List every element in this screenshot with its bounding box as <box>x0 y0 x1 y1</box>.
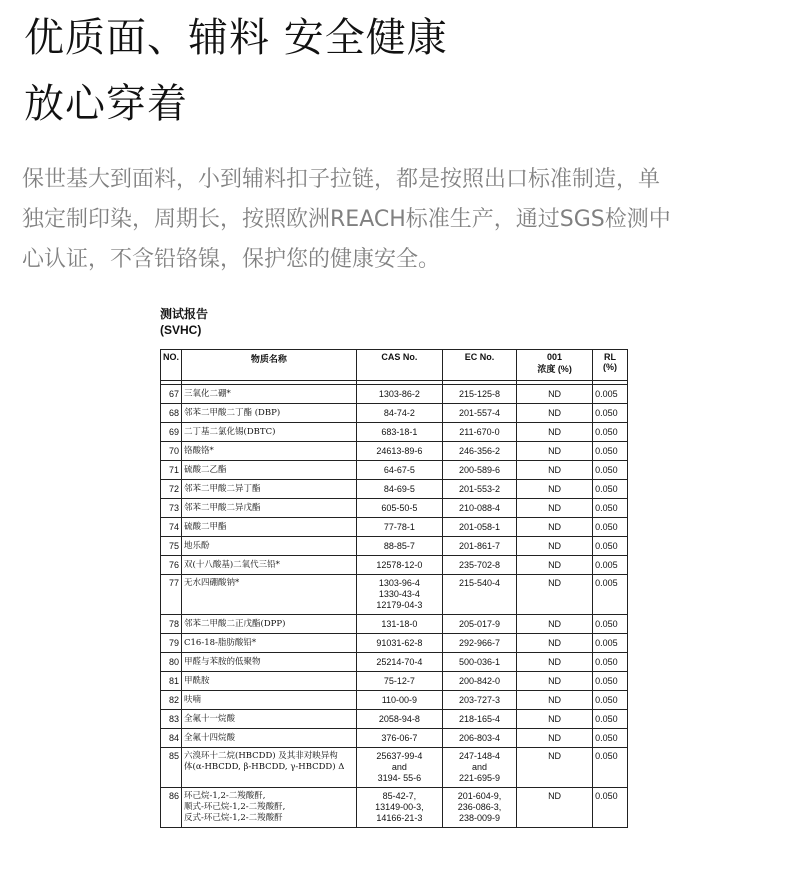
table-row <box>161 442 628 461</box>
cell-ec-line: 201-604-9, <box>457 791 502 801</box>
cell-concentration: ND <box>517 748 593 788</box>
cell-ec <box>442 653 516 672</box>
table-row <box>161 691 628 710</box>
cell-cas-line: 25637-99-4 <box>376 751 423 761</box>
cell-concentration: ND <box>517 442 593 461</box>
table-row <box>161 461 628 480</box>
cell-ec <box>442 518 516 537</box>
table-row <box>161 710 628 729</box>
cell-cas-line: 376-06-7 <box>381 732 418 743</box>
cell-concentration: ND <box>517 634 593 653</box>
cell-concentration: ND <box>517 385 593 404</box>
table-row <box>161 385 628 404</box>
intro-line: 独定制印染，周期长，按照欧洲REACH标准生产，通过SGS检测中 <box>22 207 671 232</box>
cell-cas-line: 77-78-1 <box>383 521 415 532</box>
cell-ec <box>442 423 516 442</box>
cell-substance <box>182 615 357 634</box>
cell-rl: 0.005 <box>593 575 628 615</box>
cell-no: 70 <box>161 442 182 461</box>
cell-ec <box>442 691 516 710</box>
cell-substance <box>182 404 357 423</box>
cell-cas-line: 1330-43-4 <box>378 589 420 599</box>
cell-ec-line: and <box>471 762 487 772</box>
cell-no: 67 <box>161 385 182 404</box>
cell-cas-line: 85-42-7, <box>382 791 417 801</box>
cell-ec-line: 292-966-7 <box>458 637 500 648</box>
cell-cas-line: 75-12-7 <box>383 675 415 686</box>
cell-rl: 0.050 <box>593 748 628 788</box>
table-row <box>161 634 628 653</box>
cell-cas <box>356 423 442 442</box>
cell-concentration: ND <box>517 461 593 480</box>
cell-substance <box>182 442 357 461</box>
cell-cas <box>356 672 442 691</box>
cell-substance-line: 邻苯二甲酸二异戊酯 <box>184 502 261 513</box>
cell-ec <box>442 615 516 634</box>
table-row <box>161 537 628 556</box>
cell-substance-line: 铬酸铬* <box>184 445 214 456</box>
table-row <box>161 729 628 748</box>
cell-ec-line: 200-589-6 <box>458 464 500 475</box>
cell-rl: 0.050 <box>593 615 628 634</box>
cell-substance <box>182 653 357 672</box>
cell-ec-line: 203-727-3 <box>458 694 500 705</box>
cell-ec-line: 236-086-3, <box>457 802 502 812</box>
cell-substance <box>182 575 357 615</box>
cell-rl: 0.050 <box>593 480 628 499</box>
cell-rl: 0.050 <box>593 691 628 710</box>
cell-rl: 0.050 <box>593 537 628 556</box>
cell-substance-line: 顺式-环己烷-1,2-二羧酸酐, <box>184 802 286 812</box>
cell-rl: 0.050 <box>593 518 628 537</box>
cell-ec-line: 206-803-4 <box>458 732 500 743</box>
headline-line-1: 优质面、辅料 安全健康 <box>24 15 448 61</box>
cell-no: 77 <box>161 575 182 615</box>
cell-cas <box>356 729 442 748</box>
cell-substance <box>182 518 357 537</box>
cell-ec <box>442 537 516 556</box>
cell-cas-line: 1303-96-4 <box>378 578 420 588</box>
cell-cas <box>356 442 442 461</box>
cell-no: 86 <box>161 788 182 828</box>
cell-no: 71 <box>161 461 182 480</box>
cell-no: 74 <box>161 518 182 537</box>
cell-cas-line: 25214-70-4 <box>376 656 423 667</box>
cell-cas-line: 14166-21-3 <box>376 813 423 823</box>
cell-substance-line: 邻苯二甲酸二正戊酯(DPP) <box>184 618 286 629</box>
cell-ec <box>442 575 516 615</box>
cell-cas-line: 110-00-9 <box>381 694 418 705</box>
cell-cas-line: 84-74-2 <box>383 407 415 418</box>
cell-substance <box>182 788 357 828</box>
cell-ec-line: 215-540-4 <box>458 578 500 588</box>
cell-substance <box>182 480 357 499</box>
cell-substance-line: 甲醛与苯胺的低聚物 <box>184 656 261 667</box>
cell-cas <box>356 461 442 480</box>
cell-substance-line: 无水四硼酸钠* <box>184 578 240 588</box>
cell-ec <box>442 404 516 423</box>
cell-ec <box>442 556 516 575</box>
cell-concentration: ND <box>517 537 593 556</box>
cell-substance-line: 地乐酚 <box>184 540 210 551</box>
cell-substance <box>182 672 357 691</box>
cell-no: 81 <box>161 672 182 691</box>
cell-concentration: ND <box>517 499 593 518</box>
cell-substance-line: 六溴环十二烷(HBCDD) 及其非对映异构 <box>184 751 338 761</box>
cell-rl: 0.050 <box>593 404 628 423</box>
cell-cas <box>356 691 442 710</box>
cell-ec <box>442 748 516 788</box>
cell-ec <box>442 672 516 691</box>
cell-cas-line: 84-69-5 <box>383 483 415 494</box>
header-concentration-line1: 001 <box>547 352 563 362</box>
header-rl-line1: RL <box>604 352 617 362</box>
cell-concentration: ND <box>517 480 593 499</box>
cell-concentration: ND <box>517 653 593 672</box>
cell-ec-line: 238-009-9 <box>458 813 500 823</box>
cell-cas-line: 13149-00-3, <box>375 802 424 812</box>
cell-ec <box>442 442 516 461</box>
cell-no: 73 <box>161 499 182 518</box>
table-row <box>161 672 628 691</box>
cell-substance <box>182 634 357 653</box>
cell-concentration: ND <box>517 518 593 537</box>
table-row <box>161 788 628 828</box>
table-row <box>161 518 628 537</box>
cell-ec-line: 201-553-2 <box>458 483 500 494</box>
cell-concentration: ND <box>517 615 593 634</box>
cell-cas-line: 64-67-5 <box>383 464 415 475</box>
cell-cas <box>356 499 442 518</box>
header-cas: CAS No. <box>356 350 442 381</box>
cell-rl: 0.050 <box>593 672 628 691</box>
cell-rl: 0.050 <box>593 653 628 672</box>
cell-ec <box>442 788 516 828</box>
cell-substance-line: 甲酰胺 <box>184 675 210 686</box>
table-body <box>161 385 628 828</box>
cell-ec-line: 205-017-9 <box>458 618 500 629</box>
report-subtitle: (SVHC) <box>160 323 202 337</box>
cell-cas <box>356 575 442 615</box>
cell-concentration: ND <box>517 691 593 710</box>
cell-ec-line: 201-058-1 <box>458 521 500 532</box>
cell-concentration: ND <box>517 423 593 442</box>
cell-substance <box>182 461 357 480</box>
cell-ec-line: 201-557-4 <box>458 407 500 418</box>
cell-ec <box>442 461 516 480</box>
cell-cas-line: 683-18-1 <box>381 426 418 437</box>
cell-cas-line: 131-18-0 <box>381 618 418 629</box>
cell-concentration: ND <box>517 556 593 575</box>
cell-concentration: ND <box>517 404 593 423</box>
table-row <box>161 653 628 672</box>
table-row <box>161 480 628 499</box>
cell-cas <box>356 518 442 537</box>
cell-substance <box>182 729 357 748</box>
cell-cas <box>356 634 442 653</box>
table-row <box>161 499 628 518</box>
cell-substance-line: 环己烷-1,2-二羧酸酐, <box>184 791 266 801</box>
cell-ec <box>442 634 516 653</box>
cell-rl: 0.050 <box>593 499 628 518</box>
cell-ec-line: 211-670-0 <box>459 426 500 437</box>
table-row <box>161 404 628 423</box>
cell-cas <box>356 556 442 575</box>
cell-cas-line: 605-50-5 <box>381 502 418 513</box>
cell-cas-line: and <box>391 762 407 772</box>
cell-substance <box>182 537 357 556</box>
cell-cas-line: 88-85-7 <box>383 540 415 551</box>
table-row <box>161 423 628 442</box>
cell-no: 78 <box>161 615 182 634</box>
cell-no: 85 <box>161 748 182 788</box>
header-concentration-line2: 浓度 (%) <box>537 364 572 374</box>
cell-substance-line: 双(十八酸基)二氧代三铅* <box>184 559 280 570</box>
headline-line-2: 放心穿着 <box>24 81 188 127</box>
cell-ec-line: 200-842-0 <box>458 675 500 686</box>
header-rl <box>593 350 628 381</box>
cell-rl: 0.050 <box>593 729 628 748</box>
cell-no: 75 <box>161 537 182 556</box>
cell-rl: 0.005 <box>593 556 628 575</box>
svhc-table <box>160 349 628 828</box>
cell-substance-line: 二丁基二氯化锡(DBTC) <box>184 426 276 437</box>
cell-ec-line: 218-165-4 <box>458 713 500 724</box>
cell-ec-line: 210-088-4 <box>458 502 500 513</box>
intro-line: 心认证，不含铅铬镍，保护您的健康安全。 <box>22 247 441 272</box>
cell-ec-line: 247-148-4 <box>458 751 500 761</box>
cell-concentration: ND <box>517 729 593 748</box>
table-header-row <box>161 350 628 381</box>
cell-substance-line: 邻苯二甲酸二丁酯 (DBP) <box>184 407 281 418</box>
cell-no: 68 <box>161 404 182 423</box>
cell-no: 80 <box>161 653 182 672</box>
cell-substance-line: 全氟十一烷酸 <box>184 713 236 724</box>
cell-cas-line: 1303-86-2 <box>378 388 420 399</box>
intro-line: 保世基大到面料，小到辅料扣子拉链，都是按照出口标准制造，单 <box>22 167 661 192</box>
cell-substance <box>182 691 357 710</box>
cell-substance-line: 邻苯二甲酸二异丁酯 <box>184 483 261 494</box>
cell-ec-line: 500-036-1 <box>458 656 500 667</box>
cell-concentration: ND <box>517 672 593 691</box>
cell-ec <box>442 499 516 518</box>
cell-cas <box>356 385 442 404</box>
cell-cas-line: 3194- 55-6 <box>377 773 422 783</box>
cell-cas <box>356 788 442 828</box>
cell-cas <box>356 748 442 788</box>
cell-rl: 0.005 <box>593 385 628 404</box>
header-ec: EC No. <box>442 350 516 381</box>
cell-rl: 0.050 <box>593 423 628 442</box>
cell-rl: 0.005 <box>593 634 628 653</box>
cell-substance-line: 硫酸二甲酯 <box>184 521 227 532</box>
intro-paragraph <box>22 160 772 280</box>
table-row <box>161 575 628 615</box>
cell-rl: 0.050 <box>593 710 628 729</box>
cell-substance-line: 硫酸二乙酯 <box>184 464 227 475</box>
header-no: NO. <box>161 350 182 381</box>
cell-no: 82 <box>161 691 182 710</box>
cell-no: 84 <box>161 729 182 748</box>
cell-cas <box>356 537 442 556</box>
cell-cas-line: 2058-94-8 <box>378 713 420 724</box>
cell-substance-line: 反式-环己烷-1,2-二羧酸酐 <box>184 813 283 823</box>
header-rl-line2: (%) <box>603 362 618 372</box>
cell-no: 72 <box>161 480 182 499</box>
cell-substance <box>182 556 357 575</box>
cell-no: 79 <box>161 634 182 653</box>
cell-substance-line: 全氟十四烷酸 <box>184 732 236 743</box>
table-row <box>161 556 628 575</box>
cell-ec-line: 201-861-7 <box>458 540 500 551</box>
cell-cas-line: 91031-62-8 <box>376 637 423 648</box>
table-row <box>161 615 628 634</box>
cell-substance-line: 呋喃 <box>184 694 202 705</box>
cell-ec-line: 235-702-8 <box>458 559 500 570</box>
cell-substance <box>182 385 357 404</box>
cell-substance <box>182 499 357 518</box>
cell-ec <box>442 385 516 404</box>
cell-cas <box>356 615 442 634</box>
cell-ec-line: 246-356-2 <box>458 445 500 456</box>
cell-substance <box>182 423 357 442</box>
cell-rl: 0.050 <box>593 442 628 461</box>
report-title: 测试报告 <box>160 307 209 321</box>
cell-rl: 0.050 <box>593 788 628 828</box>
cell-cas-line: 12578-12-0 <box>376 559 423 570</box>
cell-ec-line: 221-695-9 <box>458 773 500 783</box>
cell-ec <box>442 710 516 729</box>
header-concentration <box>517 350 593 381</box>
cell-substance-line: 三氧化二硼* <box>184 388 231 399</box>
cell-cas <box>356 710 442 729</box>
cell-no: 76 <box>161 556 182 575</box>
cell-concentration: ND <box>517 710 593 729</box>
cell-no: 69 <box>161 423 182 442</box>
test-report <box>160 306 630 828</box>
cell-substance-line: C16-18-脂肪酸铅* <box>184 637 257 648</box>
cell-concentration: ND <box>517 575 593 615</box>
header-name: 物质名称 <box>182 350 357 381</box>
cell-ec <box>442 480 516 499</box>
cell-cas <box>356 653 442 672</box>
cell-substance-line: 体(α-HBCDD, β-HBCDD, γ-HBCDD) Δ <box>184 762 345 772</box>
cell-ec <box>442 729 516 748</box>
table-row <box>161 748 628 788</box>
cell-no: 83 <box>161 710 182 729</box>
cell-substance <box>182 710 357 729</box>
cell-concentration: ND <box>517 788 593 828</box>
cell-ec-line: 215-125-8 <box>458 388 500 399</box>
cell-rl: 0.050 <box>593 461 628 480</box>
cell-cas-line: 24613-89-6 <box>376 445 423 456</box>
cell-cas <box>356 404 442 423</box>
cell-substance <box>182 748 357 788</box>
cell-cas-line: 12179-04-3 <box>376 600 423 610</box>
cell-cas <box>356 480 442 499</box>
